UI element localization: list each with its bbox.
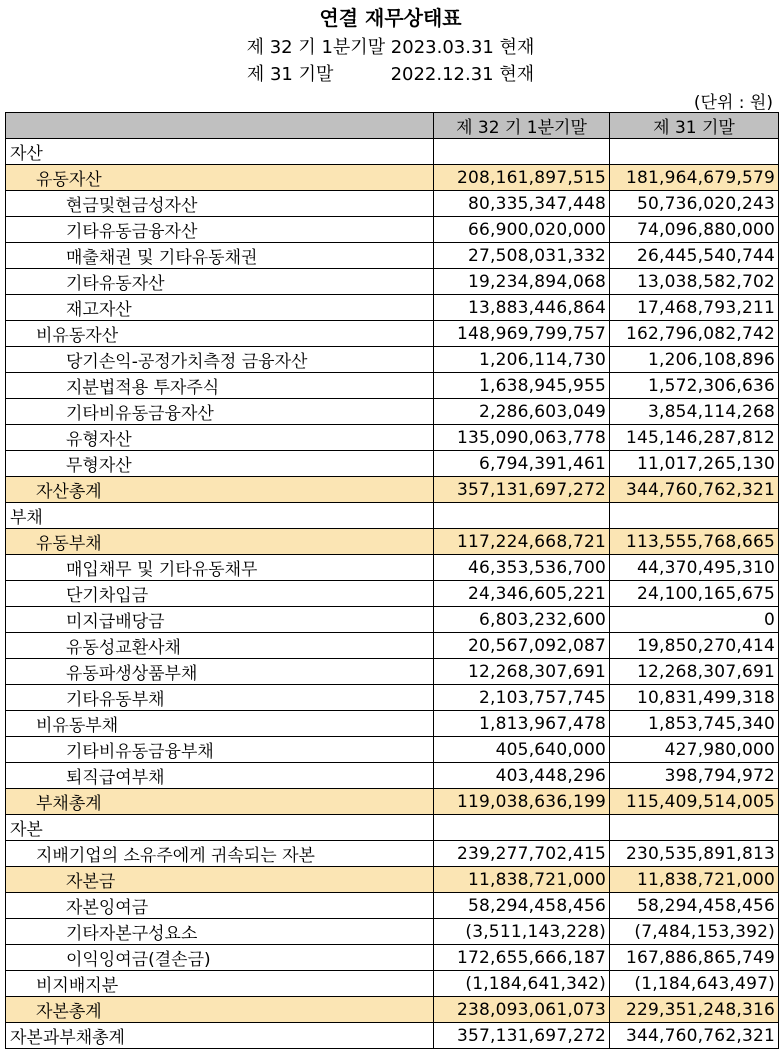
table-row bbox=[6, 321, 779, 347]
current-value: 403,448,296 bbox=[434, 763, 610, 789]
table-row bbox=[6, 425, 779, 451]
current-value: 27,508,031,332 bbox=[434, 243, 610, 269]
current-value: 2,103,757,745 bbox=[434, 685, 610, 711]
current-value: 80,335,347,448 bbox=[434, 191, 610, 217]
current-value: 66,900,020,000 bbox=[434, 217, 610, 243]
table-row bbox=[6, 893, 779, 919]
table-row bbox=[6, 139, 779, 165]
table-row bbox=[6, 633, 779, 659]
account-label: 매출채권 및 기타유동채권 bbox=[6, 243, 434, 269]
account-label: 유동자산 bbox=[6, 165, 434, 191]
current-value: 12,268,307,691 bbox=[434, 659, 610, 685]
current-value: 148,969,799,757 bbox=[434, 321, 610, 347]
current-value: 117,224,668,721 bbox=[434, 529, 610, 555]
table-row bbox=[6, 607, 779, 633]
table-body bbox=[6, 139, 779, 1049]
prior-period-label: 제 31 기말 2022.12.31 현재 bbox=[246, 64, 535, 85]
prior-value: 12,268,307,691 bbox=[610, 659, 779, 685]
prior-value: 13,038,582,702 bbox=[610, 269, 779, 295]
account-label: 미지급배당금 bbox=[6, 607, 434, 633]
current-value: 357,131,697,272 bbox=[434, 477, 610, 503]
table-row bbox=[6, 503, 779, 529]
table-row bbox=[6, 763, 779, 789]
prior-value: 3,854,114,268 bbox=[610, 399, 779, 425]
table-row bbox=[6, 451, 779, 477]
prior-value: 427,980,000 bbox=[610, 737, 779, 763]
current-value bbox=[434, 139, 610, 165]
account-label: 기타유동자산 bbox=[6, 269, 434, 295]
current-value bbox=[434, 503, 610, 529]
current-value: 20,567,092,087 bbox=[434, 633, 610, 659]
prior-value: 1,853,745,340 bbox=[610, 711, 779, 737]
current-value: 239,277,702,415 bbox=[434, 841, 610, 867]
account-label: 기타비유동금융부채 bbox=[6, 737, 434, 763]
account-label: 기타유동부채 bbox=[6, 685, 434, 711]
current-value: (3,511,143,228) bbox=[434, 919, 610, 945]
unit-label: (단위 : 원) bbox=[693, 93, 773, 113]
prior-value: 17,468,793,211 bbox=[610, 295, 779, 321]
header-account bbox=[6, 113, 434, 139]
table-row bbox=[6, 659, 779, 685]
prior-value: 344,760,762,321 bbox=[610, 477, 779, 503]
prior-value: 115,409,514,005 bbox=[610, 789, 779, 815]
table-row bbox=[6, 841, 779, 867]
prior-value: 24,100,165,675 bbox=[610, 581, 779, 607]
table-row bbox=[6, 1023, 779, 1049]
current-value: 1,813,967,478 bbox=[434, 711, 610, 737]
prior-value: 11,017,265,130 bbox=[610, 451, 779, 477]
account-label: 단기차입금 bbox=[6, 581, 434, 607]
current-value: 135,090,063,778 bbox=[434, 425, 610, 451]
account-label: 유형자산 bbox=[6, 425, 434, 451]
table-row bbox=[6, 971, 779, 997]
table-row bbox=[6, 711, 779, 737]
prior-value: 10,831,499,318 bbox=[610, 685, 779, 711]
prior-value: 145,146,287,812 bbox=[610, 425, 779, 451]
account-label: 기타비유동금융자산 bbox=[6, 399, 434, 425]
prior-value: 162,796,082,742 bbox=[610, 321, 779, 347]
prior-value: 398,794,972 bbox=[610, 763, 779, 789]
table-row bbox=[6, 191, 779, 217]
account-label: 부채 bbox=[6, 503, 434, 529]
balance-sheet-table bbox=[5, 112, 779, 1049]
current-value: 6,794,391,461 bbox=[434, 451, 610, 477]
table-row bbox=[6, 581, 779, 607]
prior-value: 1,206,108,896 bbox=[610, 347, 779, 373]
current-value: 58,294,458,456 bbox=[434, 893, 610, 919]
table-row bbox=[6, 243, 779, 269]
prior-value bbox=[610, 503, 779, 529]
prior-value: 167,886,865,749 bbox=[610, 945, 779, 971]
prior-value: 74,096,880,000 bbox=[610, 217, 779, 243]
prior-value: 58,294,458,456 bbox=[610, 893, 779, 919]
table-row bbox=[6, 373, 779, 399]
table-header-row bbox=[6, 113, 779, 139]
current-value: 1,206,114,730 bbox=[434, 347, 610, 373]
prior-value: (7,484,153,392) bbox=[610, 919, 779, 945]
account-label: 지배기업의 소유주에게 귀속되는 자본 bbox=[6, 841, 434, 867]
current-value: 1,638,945,955 bbox=[434, 373, 610, 399]
header-current-period: 제 32 기 1분기말 bbox=[434, 113, 610, 139]
account-label: 자본금 bbox=[6, 867, 434, 893]
account-label: 무형자산 bbox=[6, 451, 434, 477]
current-period-label: 제 32 기 1분기말 2023.03.31 현재 bbox=[246, 37, 535, 58]
table-row bbox=[6, 867, 779, 893]
table-row bbox=[6, 997, 779, 1023]
table-row bbox=[6, 737, 779, 763]
prior-value: 44,370,495,310 bbox=[610, 555, 779, 581]
account-label: 자산 bbox=[6, 139, 434, 165]
table-row bbox=[6, 347, 779, 373]
statement-title: 연결 재무상태표 bbox=[319, 6, 462, 30]
prior-value: 19,850,270,414 bbox=[610, 633, 779, 659]
account-label: 기타유동금융자산 bbox=[6, 217, 434, 243]
prior-value: 344,760,762,321 bbox=[610, 1023, 779, 1049]
current-value: 2,286,603,049 bbox=[434, 399, 610, 425]
account-label: 자산총계 bbox=[6, 477, 434, 503]
current-value: 6,803,232,600 bbox=[434, 607, 610, 633]
current-value: 208,161,897,515 bbox=[434, 165, 610, 191]
prior-value: (1,184,643,497) bbox=[610, 971, 779, 997]
prior-value bbox=[610, 815, 779, 841]
table-row bbox=[6, 477, 779, 503]
account-label: 지분법적용 투자주식 bbox=[6, 373, 434, 399]
account-label: 유동부채 bbox=[6, 529, 434, 555]
table-row bbox=[6, 555, 779, 581]
current-value: 11,838,721,000 bbox=[434, 867, 610, 893]
table-row bbox=[6, 165, 779, 191]
account-label: 유동성교환사채 bbox=[6, 633, 434, 659]
current-value: 13,883,446,864 bbox=[434, 295, 610, 321]
prior-value: 229,351,248,316 bbox=[610, 997, 779, 1023]
table-row bbox=[6, 217, 779, 243]
current-value: 172,655,666,187 bbox=[434, 945, 610, 971]
prior-value: 50,736,020,243 bbox=[610, 191, 779, 217]
current-value: 357,131,697,272 bbox=[434, 1023, 610, 1049]
table-row bbox=[6, 789, 779, 815]
account-label: 기타자본구성요소 bbox=[6, 919, 434, 945]
prior-value: 11,838,721,000 bbox=[610, 867, 779, 893]
table-row bbox=[6, 945, 779, 971]
prior-value: 181,964,679,579 bbox=[610, 165, 779, 191]
table-row bbox=[6, 295, 779, 321]
account-label: 유동파생상품부채 bbox=[6, 659, 434, 685]
current-value: 405,640,000 bbox=[434, 737, 610, 763]
account-label: 당기손익-공정가치측정 금융자산 bbox=[6, 347, 434, 373]
account-label: 자본잉여금 bbox=[6, 893, 434, 919]
account-label: 이익잉여금(결손금) bbox=[6, 945, 434, 971]
prior-value: 26,445,540,744 bbox=[610, 243, 779, 269]
account-label: 부채총계 bbox=[6, 789, 434, 815]
table-row bbox=[6, 529, 779, 555]
account-label: 자본과부채총계 bbox=[6, 1023, 434, 1049]
account-label: 비유동자산 bbox=[6, 321, 434, 347]
current-value: 19,234,894,068 bbox=[434, 269, 610, 295]
account-label: 매입채무 및 기타유동채무 bbox=[6, 555, 434, 581]
current-value bbox=[434, 815, 610, 841]
account-label: 비지배지분 bbox=[6, 971, 434, 997]
table-row bbox=[6, 399, 779, 425]
account-label: 자본 bbox=[6, 815, 434, 841]
prior-value: 113,555,768,665 bbox=[610, 529, 779, 555]
account-label: 자본총계 bbox=[6, 997, 434, 1023]
account-label: 재고자산 bbox=[6, 295, 434, 321]
header-prior-period: 제 31 기말 bbox=[610, 113, 779, 139]
current-value: 46,353,536,700 bbox=[434, 555, 610, 581]
current-value: (1,184,641,342) bbox=[434, 971, 610, 997]
table-row bbox=[6, 269, 779, 295]
prior-value: 0 bbox=[610, 607, 779, 633]
account-label: 비유동부채 bbox=[6, 711, 434, 737]
prior-value: 1,572,306,636 bbox=[610, 373, 779, 399]
table-row bbox=[6, 919, 779, 945]
prior-value: 230,535,891,813 bbox=[610, 841, 779, 867]
account-label: 현금및현금성자산 bbox=[6, 191, 434, 217]
account-label: 퇴직급여부채 bbox=[6, 763, 434, 789]
table-row bbox=[6, 685, 779, 711]
current-value: 24,346,605,221 bbox=[434, 581, 610, 607]
current-value: 119,038,636,199 bbox=[434, 789, 610, 815]
current-value: 238,093,061,073 bbox=[434, 997, 610, 1023]
prior-value bbox=[610, 139, 779, 165]
table-row bbox=[6, 815, 779, 841]
